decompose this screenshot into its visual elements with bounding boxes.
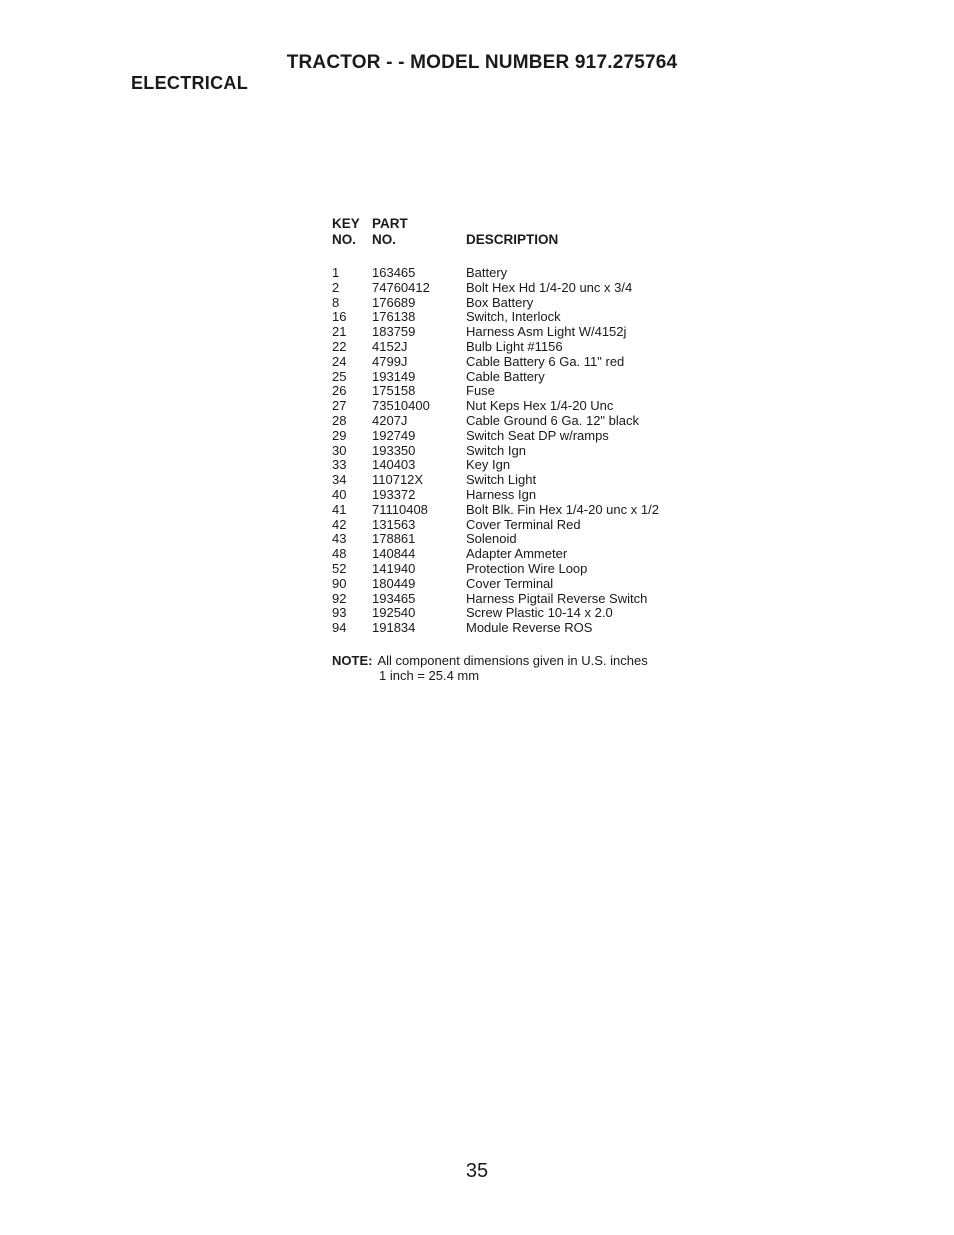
key-cell: 1 (332, 265, 340, 280)
part-number-cell: 140844 (372, 546, 416, 562)
table-row (332, 444, 659, 459)
table-row (332, 355, 659, 370)
table-row (332, 547, 659, 562)
description-cell: Cable Ground 6 Ga. 12" black (466, 412, 639, 428)
parts-table (332, 216, 659, 636)
description-cell: Adapter Ammeter (466, 546, 568, 562)
key-cell: 28 (332, 412, 347, 428)
key-header-line2: NO. (332, 232, 357, 247)
table-row (332, 562, 659, 577)
parts-table-header (332, 216, 659, 266)
part-number-cell: 178861 (372, 531, 416, 547)
table-row (332, 473, 659, 488)
key-cell: 33 (332, 457, 347, 473)
table-row (332, 429, 659, 444)
part-number-cell: 140403 (372, 457, 416, 473)
table-row (332, 384, 659, 399)
part-number-cell: 4152J (372, 338, 408, 354)
key-cell: 16 (332, 309, 347, 325)
description-cell: Switch Ign (466, 442, 526, 458)
key-cell: 8 (332, 294, 340, 310)
header-gap-cell (332, 248, 659, 266)
table-row (332, 370, 659, 385)
key-cell: 42 (332, 516, 347, 532)
header-gap (332, 248, 659, 266)
part-number-cell: 163465 (372, 265, 416, 280)
key-cell: 24 (332, 353, 347, 369)
table-row (332, 621, 659, 636)
note-line-2: 1 inch = 25.4 mm (379, 668, 480, 683)
key-cell: 25 (332, 368, 347, 384)
description-cell: Cable Battery 6 Ga. 11" red (466, 353, 625, 369)
part-number-cell: 193350 (372, 442, 416, 458)
description-cell: Key Ign (466, 457, 511, 473)
description-cell: Fuse (466, 383, 495, 399)
key-cell: 2 (332, 279, 340, 295)
description-cell: Switch, Interlock (466, 309, 561, 325)
description-cell: Bolt Blk. Fin Hex 1/4-20 unc x 1/2 (466, 501, 659, 517)
key-cell: 27 (332, 398, 347, 414)
description-cell: Nut Keps Hex 1/4-20 Unc (466, 398, 614, 414)
parts-table-body (332, 266, 659, 636)
key-cell: 21 (332, 324, 347, 340)
description-cell: Cable Battery (466, 368, 545, 384)
description-cell: Module Reverse ROS (466, 620, 593, 636)
key-cell: 30 (332, 442, 347, 458)
description-cell: Cover Terminal Red (466, 516, 581, 532)
key-cell: 94 (332, 620, 347, 636)
key-cell: 40 (332, 486, 347, 502)
key-cell: 41 (332, 501, 347, 517)
key-cell: 34 (332, 472, 347, 488)
description-cell: Bolt Hex Hd 1/4-20 unc x 3/4 (466, 279, 633, 295)
key-cell: 26 (332, 383, 347, 399)
part-header-line2: NO. (372, 232, 397, 247)
part-number-cell: 192749 (372, 427, 416, 443)
part-number-cell: 191834 (372, 620, 416, 636)
note-line-1 (332, 653, 648, 668)
table-row (332, 414, 659, 429)
note-label: NOTE: (332, 653, 373, 668)
description-cell: Battery (466, 265, 508, 280)
description-cell: Cover Terminal (466, 575, 554, 591)
description-cell: Box Battery (466, 294, 534, 310)
part-number-cell: 176689 (372, 294, 416, 310)
description-cell: Switch Light (466, 472, 537, 488)
description-cell: Harness Ign (466, 486, 537, 502)
description-cell: Harness Asm Light W/4152j (466, 324, 627, 340)
key-cell: 29 (332, 427, 347, 443)
table-row (332, 592, 659, 607)
part-header-line1: PART (372, 216, 408, 231)
key-cell: 48 (332, 546, 347, 562)
page-title: TRACTOR - - MODEL NUMBER 917.275764 (286, 52, 678, 73)
part-number-cell: 73510400 (372, 398, 430, 414)
table-row (332, 310, 659, 325)
table-row (332, 296, 659, 311)
description-cell: Bulb Light #1156 (466, 338, 563, 354)
section-heading: ELECTRICAL (131, 73, 248, 93)
part-number-cell: 180449 (372, 575, 416, 591)
part-number-cell: 175158 (372, 383, 416, 399)
part-number-cell: 176138 (372, 309, 416, 325)
part-number-cell: 4207J (372, 412, 408, 428)
table-row (332, 606, 659, 621)
description-cell: Screw Plastic 10-14 x 2.0 (466, 605, 613, 621)
part-number-cell: 4799J (372, 353, 408, 369)
part-number-cell: 193372 (372, 486, 416, 502)
description-cell: Solenoid (466, 531, 517, 547)
key-cell: 52 (332, 560, 347, 576)
description-cell: Switch Seat DP w/ramps (466, 427, 609, 443)
description-cell: Protection Wire Loop (466, 560, 588, 576)
table-row (332, 488, 659, 503)
part-number-cell: 141940 (372, 560, 416, 576)
description-header: DESCRIPTION (466, 232, 559, 247)
part-number-cell: 183759 (372, 324, 416, 340)
part-number-cell: 74760412 (372, 279, 430, 295)
table-row (332, 458, 659, 473)
table-row (332, 518, 659, 533)
table-row (332, 399, 659, 414)
note-text-1: All component dimensions given in U.S. inches (377, 653, 648, 668)
part-number-cell: 193149 (372, 368, 416, 384)
description-cell: Harness Pigtail Reverse Switch (466, 590, 648, 606)
part-number-cell: 193465 (372, 590, 416, 606)
part-number-cell: 110712X (372, 472, 424, 488)
key-cell: 22 (332, 338, 347, 354)
part-number-cell: 192540 (372, 605, 416, 621)
key-cell: 92 (332, 590, 347, 606)
part-number-cell: 71110408 (372, 501, 428, 517)
key-cell: 90 (332, 575, 347, 591)
table-row (332, 325, 659, 340)
page-number: 35 (465, 1160, 489, 1182)
key-cell: 43 (332, 531, 347, 547)
part-number-cell: 131563 (372, 516, 416, 532)
table-row (332, 532, 659, 547)
key-cell: 93 (332, 605, 347, 621)
header-row-2 (332, 232, 659, 248)
note (332, 653, 648, 683)
header-row-1 (332, 216, 659, 232)
table-row (332, 281, 659, 296)
description-header-spacer (466, 216, 659, 232)
table-row (332, 266, 659, 281)
table-row (332, 340, 659, 355)
key-header-line1: KEY (332, 216, 360, 231)
table-row (332, 577, 659, 592)
table-row (332, 503, 659, 518)
